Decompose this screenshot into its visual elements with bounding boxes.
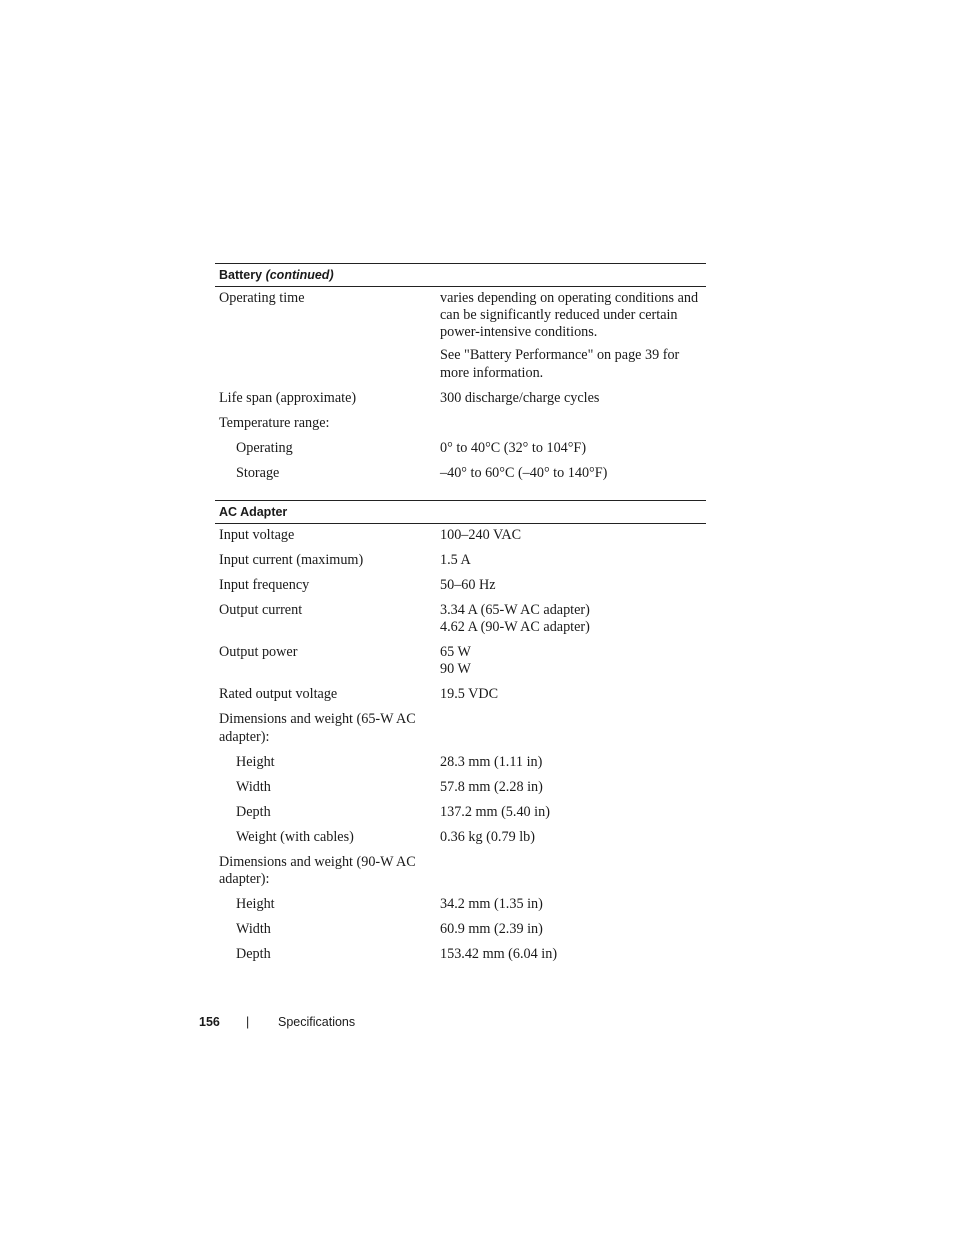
ac-adapter-section [215,500,706,971]
spec-row-temperature-range [215,415,706,432]
page-number: 156 [199,1015,220,1029]
spec-value-line: 90 W [440,661,471,678]
spec-row-input-voltage [215,527,706,544]
spec-value: 137.2 mm (5.40 in) [440,803,550,820]
spec-row-rated-output-voltage [215,686,706,703]
footer-separator: | [246,1015,250,1029]
spec-row-operating-temp [215,440,706,457]
spec-row-depth-90w [215,946,706,963]
spec-value [440,290,706,382]
spec-value [440,602,706,636]
spec-label: Output current [219,602,303,618]
spec-label: Dimensions and weight (90-W AC adapter): [219,853,416,887]
spec-row-width-65w [215,779,706,796]
ac-adapter-header [215,500,706,524]
ac-adapter-title: AC Adapter [219,505,288,519]
spec-row-life-span [215,390,706,407]
spec-value: 1.5 A [440,552,471,568]
spec-label: Life span (approximate) [219,389,357,406]
spec-value: –40° to 60°C (–40° to 140°F) [440,464,608,481]
spec-value: 300 discharge/charge cycles [440,389,600,406]
spec-value: 50–60 Hz [440,577,496,593]
spec-label: Temperature range: [219,414,330,431]
spec-value-line: 3.34 A (65-W AC adapter) [440,602,590,618]
spec-value: 0° to 40°C (32° to 104°F) [440,439,587,456]
battery-title-suffix: (continued) [265,268,334,282]
battery-section [215,263,706,490]
footer-section-title: Specifications [278,1015,356,1029]
spec-row-width-90w [215,921,706,938]
spec-label: Rated output voltage [219,686,338,703]
spec-label: Input current (maximum) [219,552,364,568]
spec-label: Height [236,753,275,770]
spec-value: 153.42 mm (6.04 in) [440,945,558,962]
spec-value [440,644,706,678]
spec-label: Depth [236,803,271,820]
spec-row-storage-temp [215,465,706,482]
spec-row-input-current [215,552,706,569]
spec-row-input-frequency [215,577,706,594]
spec-value-line: 65 W [440,644,471,661]
battery-header [215,263,706,287]
spec-row-operating-time [215,290,706,382]
spec-row-weight-65w [215,829,706,846]
spec-label: Depth [236,945,271,962]
spec-value-line: See "Battery Performance" on page 39 for more information. [440,347,680,381]
spec-value: 57.8 mm (2.28 in) [440,778,543,795]
spec-label: Operating time [219,290,305,306]
spec-value: 19.5 VDC [440,686,499,703]
battery-title: Battery [219,268,263,282]
spec-value: 28.3 mm (1.11 in) [440,753,543,770]
spec-row-depth-65w [215,804,706,821]
spec-row-dimensions-90w [215,854,706,888]
spec-value: 60.9 mm (2.39 in) [440,920,543,937]
spec-label: Weight (with cables) [236,828,354,845]
spec-label: Width [236,920,271,937]
spec-row-height-65w [215,754,706,771]
spec-value-line: 4.62 A (90-W AC adapter) [440,619,590,636]
spec-label: Operating [236,439,293,456]
spec-value [440,415,706,432]
spec-label: Storage [236,464,280,481]
spec-label: Dimensions and weight (65-W AC adapter): [219,711,416,745]
spec-row-output-power [215,644,706,678]
spec-value-line: varies depending on operating conditions and can be significantly reduced under certain power-intensive conditions. [440,290,699,341]
spec-label: Input voltage [219,527,295,543]
spec-value [440,854,706,888]
spec-value [440,711,706,745]
spec-value: 34.2 mm (1.35 in) [440,895,543,912]
spec-row-output-current [215,602,706,636]
spec-row-dimensions-65w [215,711,706,745]
spec-value: 0.36 kg (0.79 lb) [440,828,535,845]
spec-label: Output power [219,644,298,661]
spec-value: 100–240 VAC [440,527,522,543]
spec-label: Input frequency [219,577,310,593]
spec-row-height-90w [215,896,706,913]
spec-label: Width [236,778,271,795]
spec-label: Height [236,895,275,912]
